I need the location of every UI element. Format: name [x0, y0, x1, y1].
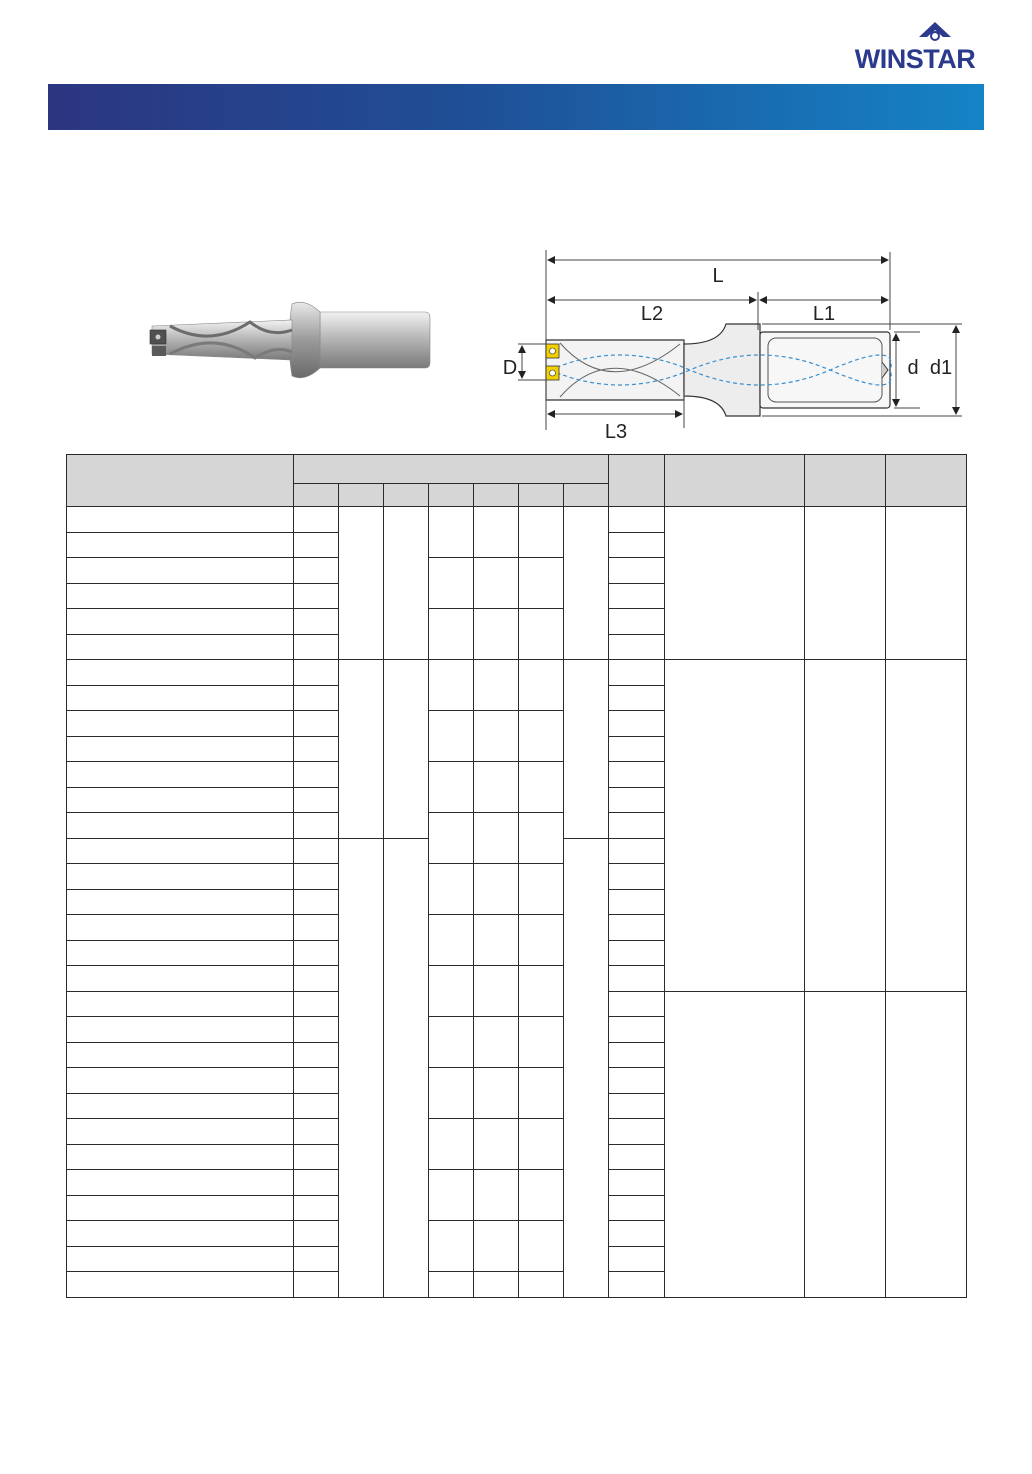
table-cell [294, 1195, 339, 1221]
table-cell [67, 685, 294, 711]
table-cell [609, 1017, 665, 1043]
table-cell [67, 558, 294, 584]
table-cell [67, 532, 294, 558]
dim-label-L: L [712, 265, 724, 287]
table-cell [67, 1272, 294, 1298]
table-cell [609, 711, 665, 737]
table-cell [294, 762, 339, 788]
table-cell [294, 1093, 339, 1119]
logo-wordmark: WINSTAR [854, 44, 976, 74]
table-cell [474, 1221, 519, 1272]
winstar-logo [840, 18, 990, 74]
table-cell [67, 634, 294, 660]
table-cell [294, 711, 339, 737]
table-cell [67, 787, 294, 813]
table-cell [294, 558, 339, 584]
table-cell [294, 813, 339, 839]
table-cell [519, 1272, 564, 1298]
dim-label-L3: L3 [604, 421, 628, 440]
table-cell [609, 966, 665, 992]
header-cell [665, 455, 805, 507]
table-cell [429, 711, 474, 762]
table-cell [609, 1170, 665, 1196]
table-cell [609, 889, 665, 915]
table-cell [805, 660, 886, 992]
table-cell [519, 609, 564, 660]
table-cell [474, 864, 519, 915]
table-cell [474, 507, 519, 558]
dim-label-L2: L2 [640, 303, 664, 325]
table-cell [474, 1119, 519, 1170]
table-cell [294, 660, 339, 686]
table-cell [609, 1272, 665, 1298]
table-cell [294, 838, 339, 864]
table-cell [429, 609, 474, 660]
subheader-cell [519, 484, 564, 507]
table-cell [609, 634, 665, 660]
table-cell [665, 660, 805, 992]
table-cell [339, 660, 384, 839]
table-cell [519, 1170, 564, 1221]
table-cell [886, 991, 967, 1297]
table-cell [519, 660, 564, 711]
table-cell [886, 660, 967, 992]
table-cell [67, 1246, 294, 1272]
table-cell [294, 736, 339, 762]
table-cell [665, 507, 805, 660]
dim-label-L1: L1 [812, 303, 836, 325]
table-cell [609, 864, 665, 890]
table-cell [67, 991, 294, 1017]
table-cell [294, 507, 339, 533]
table-cell [609, 1246, 665, 1272]
table-cell [294, 940, 339, 966]
table-cell [429, 1017, 474, 1068]
table-body [67, 507, 967, 1298]
table-cell [519, 966, 564, 1017]
table-cell [665, 991, 805, 1297]
table-cell [67, 813, 294, 839]
table-cell [429, 1272, 474, 1298]
table-cell [519, 1068, 564, 1119]
table-cell [609, 685, 665, 711]
table-cell [294, 532, 339, 558]
table-cell [429, 1170, 474, 1221]
subheader-cell [564, 484, 609, 507]
table-cell [339, 838, 384, 1297]
drill-photo [130, 290, 450, 400]
table-cell [67, 889, 294, 915]
table-cell [474, 1068, 519, 1119]
table-cell [564, 507, 609, 660]
table-cell [609, 736, 665, 762]
table-cell [429, 558, 474, 609]
table-header-row [67, 455, 967, 484]
table-cell [294, 864, 339, 890]
spec-table [66, 454, 967, 1298]
table-cell [609, 1221, 665, 1247]
table-cell [519, 1221, 564, 1272]
table-cell [609, 1068, 665, 1094]
table-cell [294, 1144, 339, 1170]
table-cell [474, 762, 519, 813]
table-cell [429, 507, 474, 558]
table-cell [474, 1170, 519, 1221]
table-cell [519, 762, 564, 813]
table-cell [294, 1272, 339, 1298]
table-cell [609, 838, 665, 864]
table-cell [609, 532, 665, 558]
table-cell [609, 1093, 665, 1119]
table-cell [609, 660, 665, 686]
table-cell [474, 711, 519, 762]
table-cell [429, 915, 474, 966]
dim-label-D: D [502, 357, 518, 379]
table-cell [609, 813, 665, 839]
table-cell [67, 660, 294, 686]
table-cell [67, 1093, 294, 1119]
table-cell [429, 864, 474, 915]
table-cell [67, 1195, 294, 1221]
table-cell [294, 889, 339, 915]
header-cell [294, 455, 609, 484]
table-cell [519, 1017, 564, 1068]
table-cell [519, 1119, 564, 1170]
table-cell [294, 609, 339, 635]
table-cell [67, 711, 294, 737]
subheader-cell [339, 484, 384, 507]
table-cell [294, 1068, 339, 1094]
table-cell [609, 507, 665, 533]
subheader-cell [429, 484, 474, 507]
logo-emblem-icon [919, 22, 951, 40]
table-cell [294, 1042, 339, 1068]
table-cell [609, 991, 665, 1017]
table-cell [429, 762, 474, 813]
table-cell [67, 1144, 294, 1170]
header-cell [886, 455, 967, 507]
header-cell [609, 455, 665, 507]
table-cell [429, 813, 474, 864]
table-cell [67, 1042, 294, 1068]
table-cell [519, 813, 564, 864]
subheader-cell [474, 484, 519, 507]
header-banner [48, 84, 984, 130]
header-cell [67, 455, 294, 507]
table-cell [429, 660, 474, 711]
table-cell [564, 838, 609, 1297]
table-cell [294, 583, 339, 609]
table-cell [429, 1221, 474, 1272]
table-cell [67, 609, 294, 635]
table-cell [67, 1119, 294, 1145]
table-cell [609, 583, 665, 609]
table-cell [609, 558, 665, 584]
drill-dimension-drawing [490, 240, 980, 440]
table-cell [67, 940, 294, 966]
table-cell [67, 507, 294, 533]
table-cell [294, 685, 339, 711]
table-cell [294, 634, 339, 660]
table-cell [67, 864, 294, 890]
table-cell [609, 1195, 665, 1221]
table-cell [805, 991, 886, 1297]
table-cell [294, 787, 339, 813]
table-cell [294, 1017, 339, 1043]
table-cell [519, 864, 564, 915]
table-cell [609, 940, 665, 966]
subheader-cell [384, 484, 429, 507]
table-cell [67, 915, 294, 941]
table-cell [67, 736, 294, 762]
table-cell [474, 609, 519, 660]
table-cell [67, 1068, 294, 1094]
drill-outline [546, 324, 891, 416]
table-cell [609, 787, 665, 813]
table-cell [609, 915, 665, 941]
table-cell [519, 711, 564, 762]
table-row [67, 507, 967, 533]
table-cell [67, 838, 294, 864]
table-cell [294, 915, 339, 941]
dim-label-d: d [907, 357, 919, 379]
table-cell [294, 1119, 339, 1145]
table-cell [384, 838, 429, 1297]
table-cell [609, 1042, 665, 1068]
table-cell [67, 966, 294, 992]
table-cell [474, 558, 519, 609]
table-cell [474, 1272, 519, 1298]
table-cell [429, 1119, 474, 1170]
table-cell [384, 507, 429, 660]
table-cell [609, 1144, 665, 1170]
table-cell [384, 660, 429, 839]
table-cell [519, 558, 564, 609]
table-cell [474, 1017, 519, 1068]
table-cell [474, 915, 519, 966]
table-cell [805, 507, 886, 660]
table-cell [67, 762, 294, 788]
table-cell [429, 966, 474, 1017]
table-cell [294, 1246, 339, 1272]
table-cell [519, 507, 564, 558]
header-cell [805, 455, 886, 507]
table-cell [67, 583, 294, 609]
table-cell [609, 609, 665, 635]
table-cell [294, 991, 339, 1017]
table-cell [339, 507, 384, 660]
table-cell [67, 1170, 294, 1196]
table-cell [429, 1068, 474, 1119]
dim-label-d1: d1 [929, 357, 953, 379]
table-cell [474, 660, 519, 711]
table-cell [294, 1170, 339, 1196]
table-cell [564, 660, 609, 839]
table-cell [519, 915, 564, 966]
subheader-cell [294, 484, 339, 507]
table-row [67, 660, 967, 686]
table-cell [609, 1119, 665, 1145]
table-cell [474, 966, 519, 1017]
table-cell [294, 1221, 339, 1247]
table-cell [294, 966, 339, 992]
table-cell [67, 1017, 294, 1043]
table-cell [886, 507, 967, 660]
table-cell [474, 813, 519, 864]
table-cell [609, 762, 665, 788]
table-cell [67, 1221, 294, 1247]
